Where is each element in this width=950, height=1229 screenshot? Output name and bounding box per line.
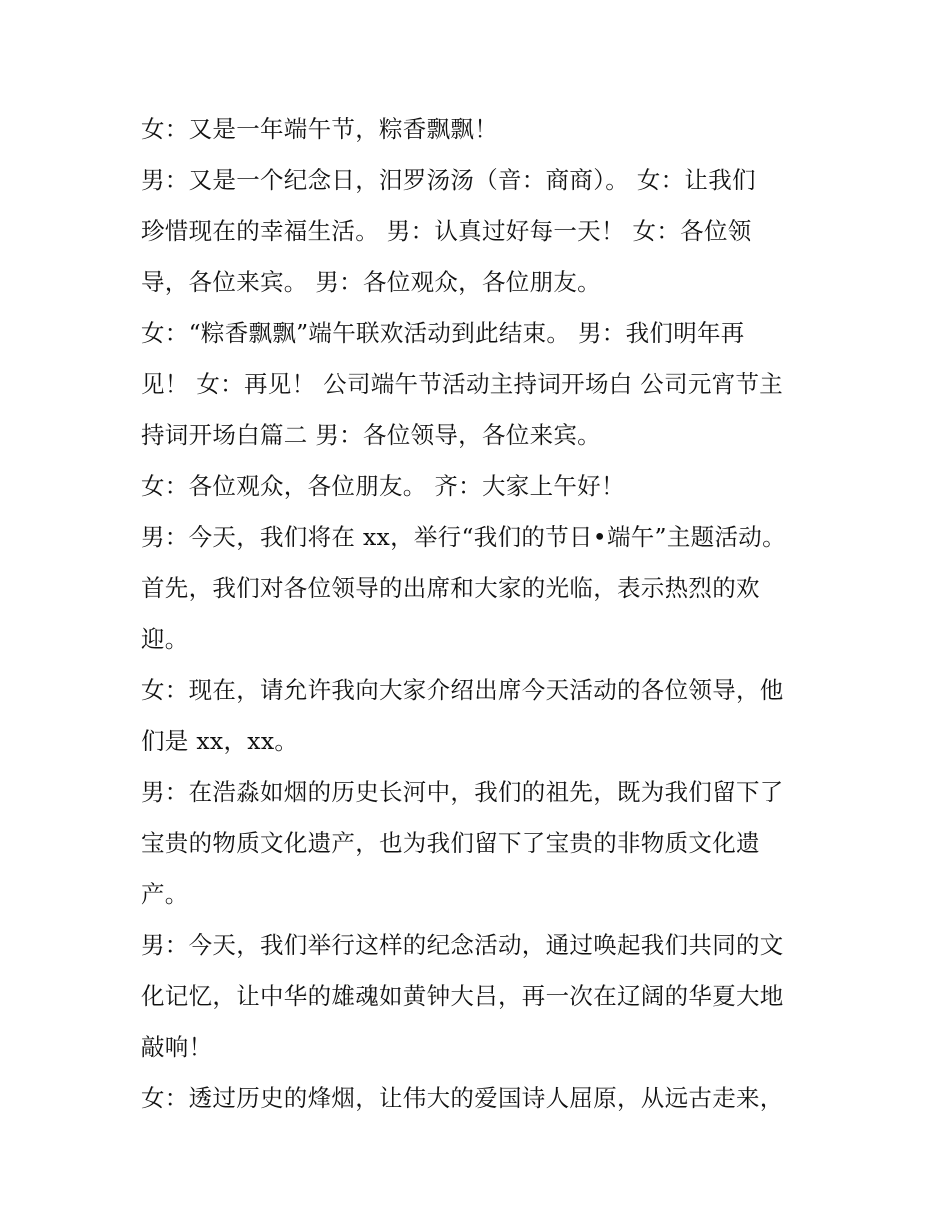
text-line: 男：今天，我们将在 xx，举行“我们的节日•端午”主题活动。: [141, 523, 786, 551]
text-line: 持词开场白篇二 男：各位领导，各位来宾。: [141, 421, 601, 449]
text-line: 女：“粽香飘飘”端午联欢活动到此结束。 男：我们明年再: [141, 319, 745, 347]
text-line: 产。: [141, 880, 189, 908]
document-body: [141, 104, 821, 1124]
text-line: 敲响！: [141, 1033, 213, 1061]
text-line: 女：各位观众，各位朋友。 齐：大家上午好！: [141, 472, 625, 500]
text-line: 女：又是一年端午节，粽香飘飘！: [141, 115, 498, 143]
text-line: 珍惜现在的幸福生活。 男：认真过好每一天！ 女：各位领: [141, 217, 752, 245]
text-line: 男：又是一个纪念日，汨罗汤汤（音：商商）。 女：让我们: [141, 166, 756, 194]
text-line: 们是 xx，xx。: [141, 727, 299, 755]
text-line: 化记忆，让中华的雄魂如黄钟大吕，再一次在辽阔的华夏大地: [141, 982, 784, 1010]
text-line: 首先，我们对各位领导的出席和大家的光临，表示热烈的欢: [141, 574, 760, 602]
text-line: 导，各位来宾。 男：各位观众，各位朋友。: [141, 268, 601, 296]
text-line: 迎。: [141, 625, 189, 653]
text-line: 女：透过历史的烽烟，让伟大的爱国诗人屈原，从远古走来，: [141, 1084, 784, 1112]
text-line: 男：在浩淼如烟的历史长河中，我们的祖先，既为我们留下了: [141, 778, 784, 806]
text-line: 男：今天，我们举行这样的纪念活动，通过唤起我们共同的文: [141, 931, 784, 959]
text-line: 宝贵的物质文化遗产，也为我们留下了宝贵的非物质文化遗: [141, 829, 760, 857]
text-line: 女：现在，请允许我向大家介绍出席今天活动的各位领导，他: [141, 676, 784, 704]
text-line: 见！ 女：再见！ 公司端午节活动主持词开场白 公司元宵节主: [141, 370, 784, 398]
